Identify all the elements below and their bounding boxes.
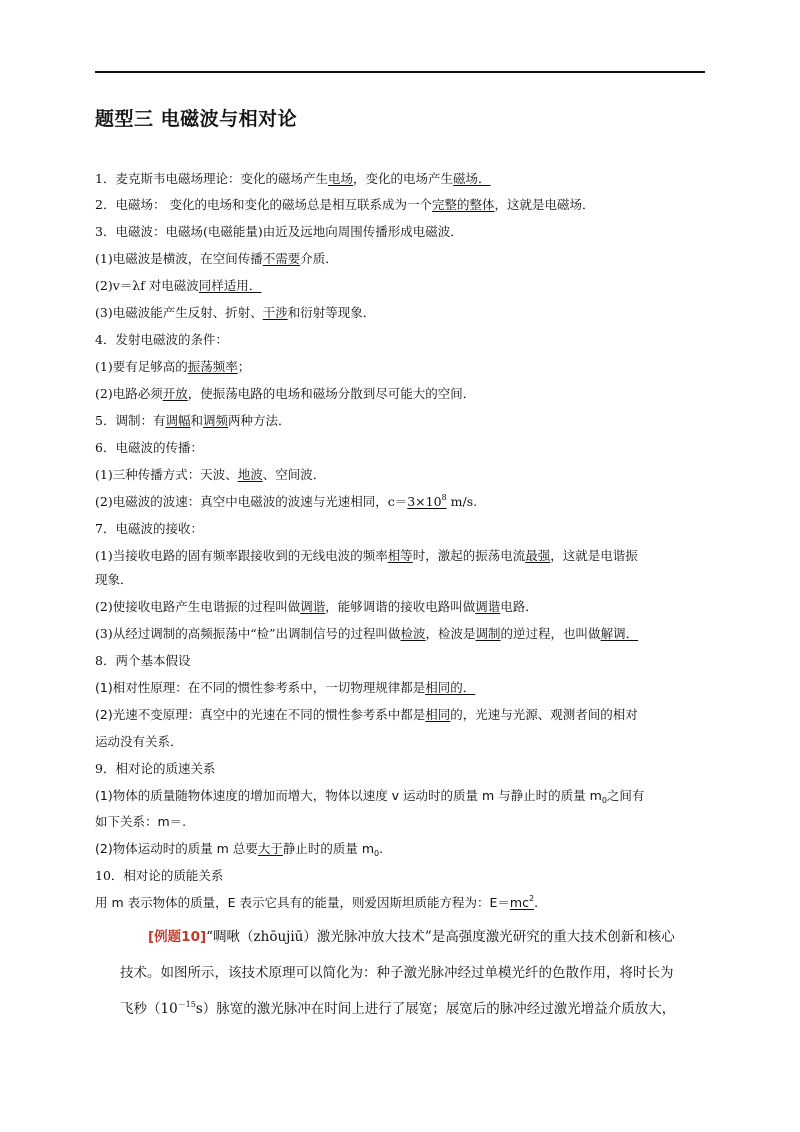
item-number: 6． (95, 440, 116, 455)
text: 介质． (300, 251, 338, 266)
text: 的，光速与光源、观测者间的相对 (450, 707, 638, 722)
text: 、空间波． (262, 467, 326, 482)
answer-blank: 磁场． (453, 171, 491, 186)
answer-blank: 同样适用． (198, 278, 262, 293)
text: (1)相对性原理：在不同的惯性参考系中，一切物理规律都是 (95, 680, 426, 695)
section-title: 题型三 电磁波与相对论 (95, 108, 298, 130)
item-heading: 电磁场： (115, 197, 166, 212)
answer-blank: 调谐 (300, 599, 326, 614)
answer-blank: 相同的． (425, 680, 476, 695)
answer-blank: 检波 (400, 626, 426, 641)
text: “啁啾（zhōujiū）激光脉冲放大技术”是高强度激光研究的重大技术创新和核心 (206, 929, 675, 945)
text: ，能够调谐的接收电路叫做 (325, 599, 476, 614)
text: (2)光速不变原理：真空中的光速在不同的惯性参考系中都是 (95, 707, 426, 722)
text: 和 (190, 413, 204, 428)
answer-blank: 干涉 (262, 305, 288, 320)
item-9 (95, 760, 215, 778)
example-line-1 (148, 925, 675, 945)
text: (3)电磁波能产生反射、折射、 (95, 305, 263, 320)
item-heading: 麦克斯韦电磁场理论： (115, 171, 241, 186)
item-10-1 (95, 894, 538, 912)
item-heading: 两个基本假设 (115, 653, 191, 668)
item-4-1 (95, 358, 250, 376)
item-number: 1． (95, 171, 116, 186)
item-8-1 (95, 679, 475, 697)
text: 之间有 (606, 788, 645, 803)
item-4 (95, 331, 228, 349)
text: ，变化的电场产生 (353, 171, 454, 186)
answer-blank: 调频 (203, 413, 229, 428)
item-number: 2． (95, 197, 116, 212)
text: (3)从经过调制的高频振荡中“检”出调制信号的过程叫做 (95, 626, 401, 641)
answer-blank: 大于 (257, 841, 283, 856)
text: (1)电磁波是横波，在空间传播 (95, 251, 263, 266)
example-label: [例题10] (148, 929, 207, 945)
item-10 (95, 867, 223, 885)
answer-blank (407, 494, 446, 509)
superscript: 8 (441, 493, 447, 502)
answer-blank: 完整的整体 (431, 197, 495, 212)
text: 时，激起的振荡电流 (412, 548, 526, 563)
text: (2)使接收电路产生电谐振的过程叫做 (95, 599, 301, 614)
item-1 (95, 170, 491, 188)
text: (2)物体运动时的质量 m 总要 (95, 841, 258, 856)
answer-blank: 相等 (387, 548, 413, 563)
item-number: 4． (95, 332, 116, 347)
item-number: 10． (95, 868, 124, 883)
item-8-2-cont: 运动没有关系． (95, 734, 183, 749)
text: 有 (152, 413, 166, 428)
answer-blank: 开放 (162, 386, 188, 401)
item-number: 7． (95, 521, 116, 536)
text: 变化的磁场产生 (240, 171, 328, 186)
item-number: 3． (95, 224, 116, 239)
answer-blank: 调谐 (475, 599, 501, 614)
item-3 (95, 223, 463, 241)
text: 电磁场(电磁能量)由近及远地向周围传播形成电磁波． (165, 224, 463, 239)
item-7-1 (95, 547, 638, 565)
subscript: 0 (374, 849, 380, 858)
item-6 (95, 439, 203, 457)
item-heading: 调制： (115, 413, 153, 428)
item-2 (95, 196, 594, 214)
item-3-1 (95, 250, 338, 268)
answer-blank: 最强 (525, 548, 551, 563)
subscript: 0 (601, 796, 607, 805)
superscript: －15 (177, 1000, 196, 1009)
item-heading: 电磁波的接收： (115, 521, 203, 536)
text: . (534, 895, 539, 910)
item-number: 9． (95, 761, 116, 776)
item-4-2 (95, 385, 475, 403)
answer-blank: 振荡频率 (187, 359, 238, 374)
answer-blank: 地波 (237, 467, 263, 482)
item-8-2 (95, 706, 638, 724)
item-6-1 (95, 466, 325, 484)
item-heading: 电磁波： (115, 224, 166, 239)
item-3-2 (95, 277, 261, 295)
item-heading: 相对论的质能关系 (123, 868, 224, 883)
text: . (379, 841, 384, 856)
text: (2)电路必须 (95, 386, 163, 401)
item-3-3 (95, 304, 375, 322)
answer-blank: 不需要 (262, 251, 301, 266)
item-8 (95, 652, 190, 670)
text: 电路． (500, 599, 538, 614)
answer-blank: 电场 (327, 171, 353, 186)
header-rule (95, 71, 705, 73)
item-7-3 (95, 625, 638, 643)
answer-blank: 调幅 (165, 413, 191, 428)
answer-blank: 相同 (425, 707, 451, 722)
item-7-1-cont: 现象． (95, 572, 133, 587)
text: (1)当接收电路的固有频率跟接收到的无线电波的频率 (95, 548, 388, 563)
example-line-2: 技术。如图所示，该技术原理可以简化为：种子激光脉冲经过单模光纤的色散作用，将时长为 (120, 965, 674, 981)
text: m/s. (446, 494, 478, 509)
item-9-2 (95, 840, 383, 858)
text: 静止时的质量 m (282, 841, 375, 856)
example-line-3 (120, 997, 675, 1017)
item-heading: 发射电磁波的条件： (115, 332, 228, 347)
item-7 (95, 520, 203, 538)
item-9-1 (95, 787, 644, 805)
text: 变化的电场和变化的磁场总是相互联系成为一个 (165, 197, 432, 212)
superscript: 2 (528, 894, 535, 903)
item-number: 8． (95, 653, 116, 668)
answer-blank: 解调． (600, 626, 639, 641)
text: 两种方法． (228, 413, 291, 428)
text: mc (509, 895, 529, 910)
text: (1)物体的质量随物体速度的增加而增大，物体以速度 v 运动时的质量 m 与静止时的质量 m (95, 788, 602, 803)
item-heading: 相对论的质速关系 (115, 761, 216, 776)
item-7-2 (95, 598, 538, 616)
text: (1)要有足够高的 (95, 359, 188, 374)
text: 和衍射等现象． (287, 305, 376, 320)
item-5 (95, 412, 291, 430)
text: 3×10 (407, 494, 442, 509)
text: ，这就是电磁场． (494, 197, 595, 212)
item-6-2 (95, 493, 477, 511)
text: s）脉宽的激光脉冲在时间上进行了展宽；展宽后的脉冲经过激光增益介质放大， (195, 1001, 676, 1017)
text: (1)三种传播方式：天波、 (95, 467, 238, 482)
text: 用 m 表示物体的质量，E 表示它具有的能量，则爱因斯坦质能方程为：E＝ (95, 895, 510, 910)
text: (2)v＝λf 对电磁波 (95, 278, 199, 293)
answer-blank: 调制 (475, 626, 501, 641)
item-9-1-cont: 如下关系：m＝. (95, 814, 187, 829)
text: ； (237, 359, 251, 374)
text: ，这就是电谐振 (550, 548, 638, 563)
text: ，检波是 (425, 626, 476, 641)
text: 飞秒（10 (120, 1001, 178, 1017)
item-number: 5． (95, 413, 116, 428)
item-heading: 电磁波的传播： (115, 440, 203, 455)
text: ，使振荡电路的电场和磁场分散到尽可能大的空间． (187, 386, 476, 401)
answer-blank (510, 895, 534, 910)
text: (2)电磁波的波速：真空中电磁波的波速与光速相同，c＝ (95, 494, 408, 509)
text: 的逆过程，也叫做 (500, 626, 601, 641)
